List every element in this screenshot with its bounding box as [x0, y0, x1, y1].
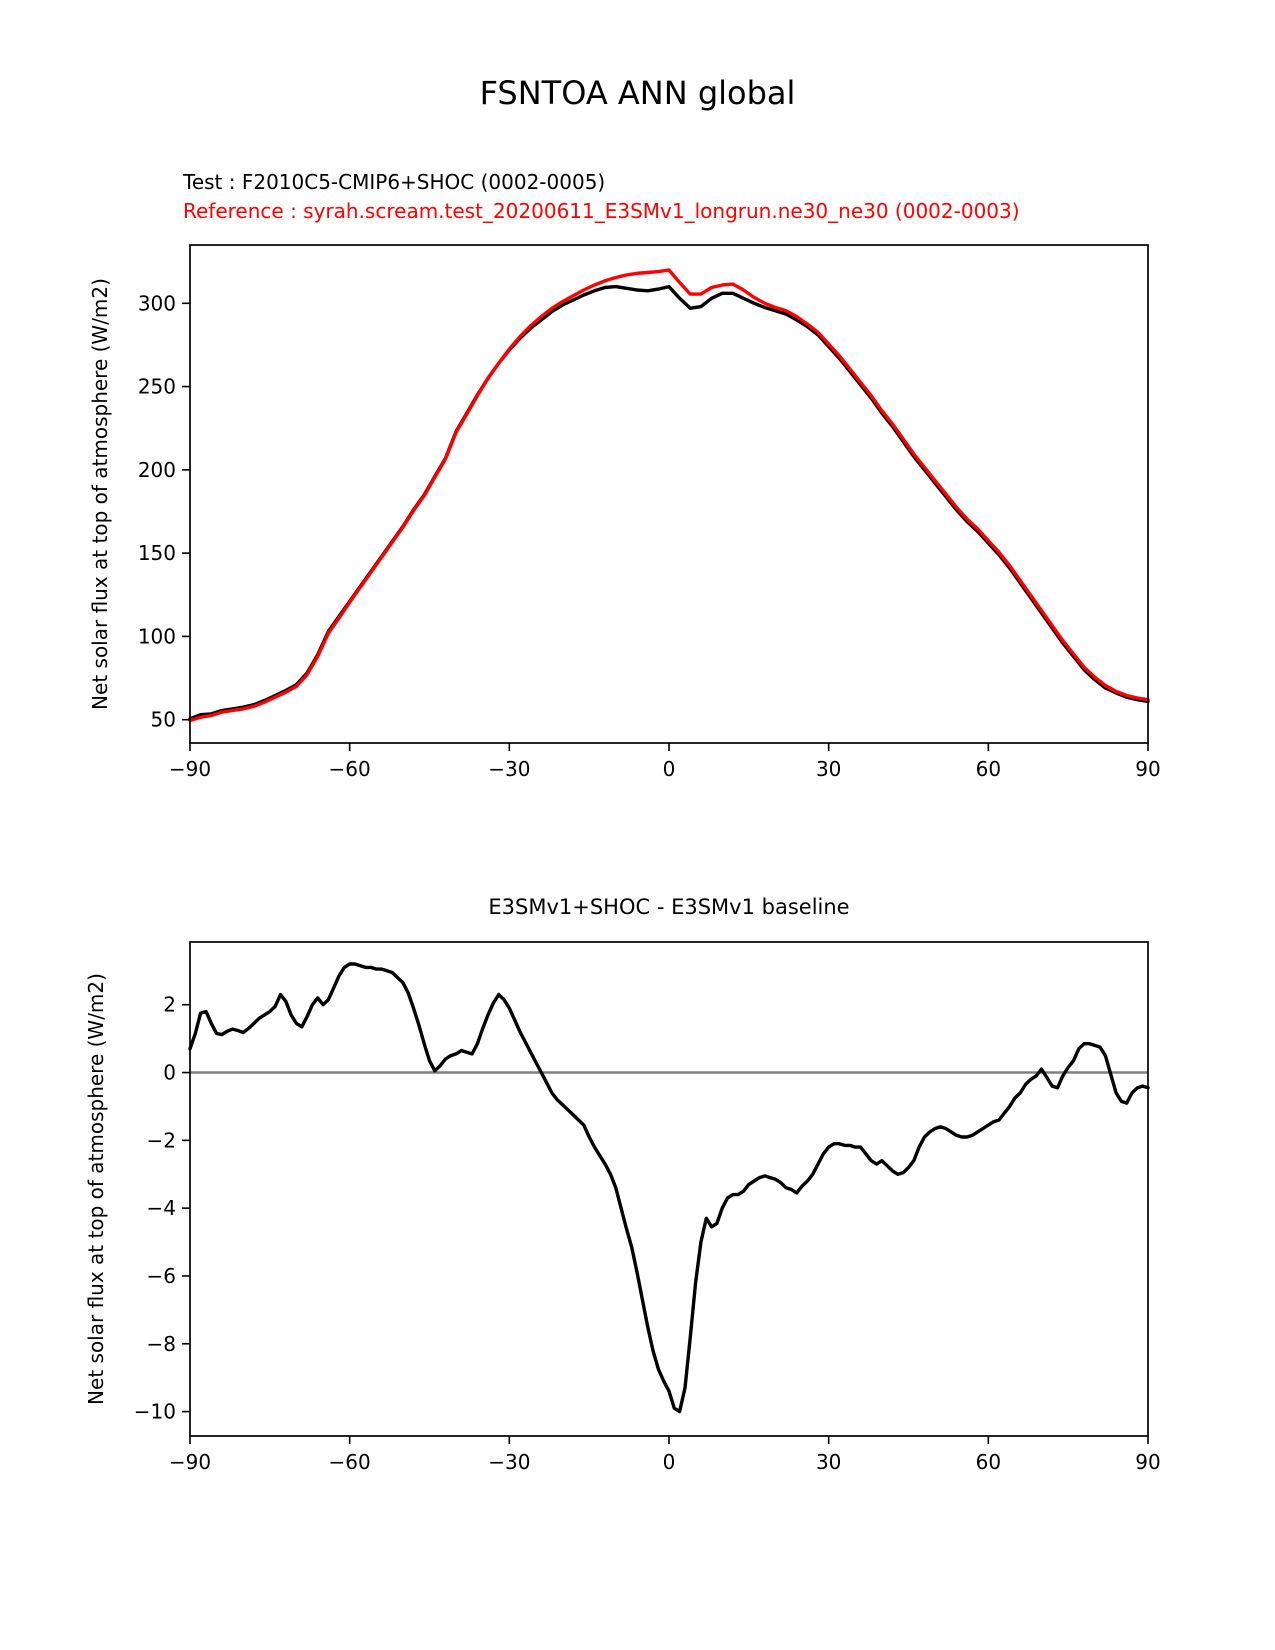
x-tick-label: 60 — [975, 757, 1002, 781]
x-tick-label: −90 — [168, 757, 212, 781]
x-tick-label: −60 — [328, 757, 371, 781]
y-tick-label: 100 — [137, 624, 176, 649]
y-tick-label: 0 — [163, 1060, 176, 1085]
y-axis-label: Net solar flux at top of atmosphere (W/m2) — [88, 278, 112, 710]
y-tick-label: −4 — [146, 1196, 176, 1221]
series-difference — [190, 964, 1148, 1412]
plot-border — [190, 942, 1148, 1436]
figure-title: FSNTOA ANN global — [479, 74, 796, 112]
x-tick-label: 30 — [815, 1450, 842, 1474]
test-label: Test : F2010C5-CMIP6+SHOC (0002-0005) — [183, 170, 606, 194]
y-tick-label: 2 — [163, 992, 176, 1017]
x-tick-label: 0 — [662, 757, 676, 781]
x-tick-label: 90 — [1135, 757, 1161, 781]
x-tick-label: 60 — [975, 1450, 1002, 1474]
x-tick-label: 30 — [815, 757, 842, 781]
y-tick-label: 50 — [150, 707, 176, 732]
x-tick-label: 90 — [1135, 1450, 1161, 1474]
x-tick-label: −30 — [488, 757, 531, 781]
y-tick-label: −10 — [133, 1399, 176, 1424]
panel-title: E3SMv1+SHOC - E3SMv1 baseline — [488, 895, 850, 919]
x-tick-label: −30 — [488, 1450, 531, 1474]
y-tick-label: 300 — [137, 291, 176, 316]
y-tick-label: −8 — [146, 1331, 176, 1356]
y-tick-label: −2 — [146, 1128, 176, 1153]
y-tick-label: 250 — [137, 374, 176, 399]
x-tick-label: −90 — [168, 1450, 212, 1474]
y-tick-label: −6 — [146, 1263, 176, 1288]
reference-label: Reference : syrah.scream.test_20200611_E3SMv1_longrun.ne30_ne30 (0002-0003) — [183, 199, 1020, 223]
x-tick-label: 0 — [662, 1450, 676, 1474]
series-reference — [190, 270, 1148, 721]
y-axis-label: Net solar flux at top of atmosphere (W/m2) — [84, 973, 108, 1405]
x-tick-label: −60 — [328, 1450, 371, 1474]
series-test — [190, 287, 1148, 719]
plot-border — [190, 245, 1148, 743]
y-tick-label: 150 — [137, 541, 176, 566]
y-tick-label: 200 — [137, 457, 176, 482]
